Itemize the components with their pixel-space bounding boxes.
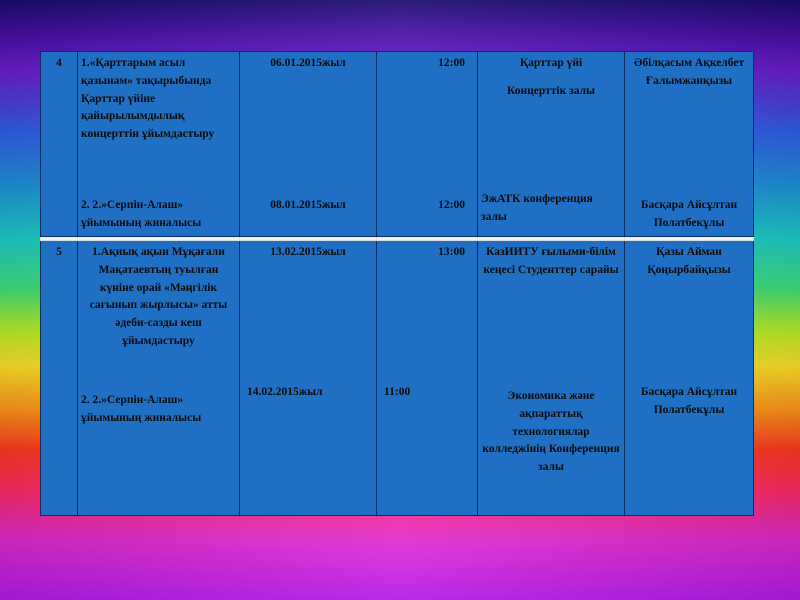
event-date: 14.02.2015жыл xyxy=(247,386,323,398)
date-cell xyxy=(240,241,377,516)
responsible-cell xyxy=(625,241,754,516)
responsible-person: Қазы Айман Қоңырбайқызы xyxy=(647,246,731,276)
table-row xyxy=(41,241,754,516)
date-cell xyxy=(240,52,377,237)
event-place: Концерттік залы xyxy=(506,84,595,97)
time-cell xyxy=(377,52,478,237)
event-description: 2. 2.»Серпін-Алаш» ұйымының жиналысы xyxy=(81,394,202,424)
event-place: Экономика және ақпараттық технологиялар колледжінің Конференция залы xyxy=(482,390,620,474)
schedule-table-container xyxy=(40,51,754,516)
event-time: 12:00 xyxy=(438,199,465,211)
time-cell xyxy=(377,241,478,516)
responsible-person: Әбілқасым Ақкелбет Ғалымжанқызы xyxy=(633,57,745,87)
responsible-person: Басқара Айсұлтан Полатбекұлы xyxy=(640,386,738,416)
responsible-person: Басқара Айсұлтан Полатбекұлы xyxy=(640,199,738,229)
event-cell xyxy=(78,241,240,516)
event-place: ЭжАТК конференция залы xyxy=(481,192,593,223)
place-cell xyxy=(478,52,625,237)
event-description: 2. 2.»Серпін-Алаш» ұйымының жиналысы xyxy=(81,199,202,229)
event-place: Қарттар үйі xyxy=(519,57,583,69)
table-row xyxy=(41,52,754,237)
event-time: 11:00 xyxy=(384,386,411,398)
event-place: КазИИТУ ғылыми-білім кеңесі Студенттер сарайы xyxy=(483,246,619,276)
schedule-table xyxy=(40,51,754,516)
row-number: 4 xyxy=(41,52,78,237)
event-date: 06.01.2015жыл xyxy=(270,57,346,69)
event-date: 08.01.2015жыл xyxy=(270,199,346,211)
event-date: 13.02.2015жыл xyxy=(270,246,346,258)
event-cell xyxy=(78,52,240,237)
responsible-cell xyxy=(625,52,754,237)
event-time: 13:00 xyxy=(438,246,465,258)
place-cell xyxy=(478,241,625,516)
event-description: 1.Ақиық ақын Мұқағали Мақатаевтың туылған күніне орай «Мәңгілік сағынып жырлысы» атты әдеби-сазды кеш ұйымдастыру xyxy=(89,246,228,348)
row-number: 5 xyxy=(41,241,78,516)
event-time: 12:00 xyxy=(438,57,465,69)
event-description: 1.«Қарттарым асыл қазынам» тақырыбында Қарттар үйіне қайырылымдылық концерттін ұйымдастыру xyxy=(81,57,215,141)
